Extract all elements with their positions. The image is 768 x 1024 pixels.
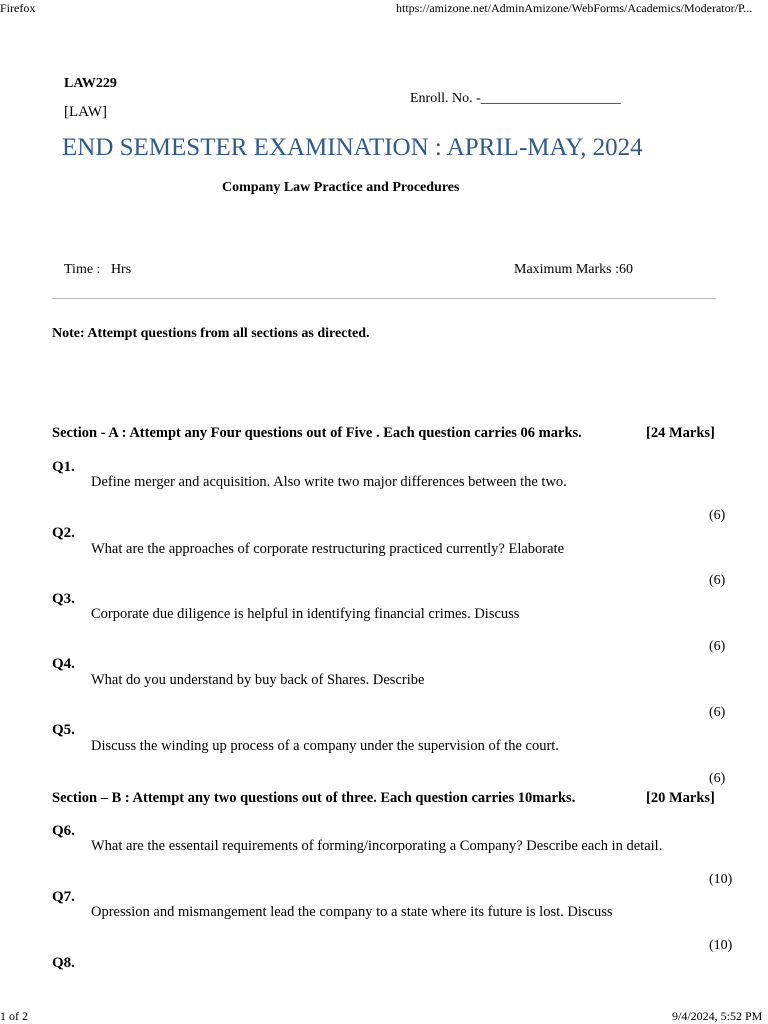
print-datetime: 9/4/2024, 5:52 PM: [672, 1009, 763, 1023]
enroll-number-label: Enroll. No. -____________________: [410, 91, 621, 106]
section-b-marks: [20 Marks]: [646, 790, 715, 806]
max-marks-label: Maximum Marks :60: [514, 262, 633, 277]
question-marks: (6): [709, 639, 726, 654]
question-text: What do you understand by buy back of Shares. Describe: [91, 672, 425, 688]
question-number: Q1.: [52, 459, 75, 475]
section-a-heading: Section - A : Attempt any Four questions out of Five . Each question carries 06 marks.: [52, 425, 582, 441]
question-text: Corporate due diligence is helpful in identifying financial crimes. Discuss: [91, 606, 520, 622]
question-number: Q7.: [52, 889, 75, 905]
question-text: Opression and mismangement lead the company to a state where its future is lost. Discuss: [91, 904, 613, 920]
question-marks: (6): [709, 771, 726, 786]
page-url: https://amizone.net/AdminAmizone/WebForms/Academics/Moderator/P...: [396, 1, 753, 15]
course-code: LAW229: [64, 76, 117, 91]
question-number: Q2.: [52, 525, 75, 541]
section-b-heading: Section – B : Attempt any two questions out of three. Each question carries 10marks.: [52, 790, 576, 806]
course-tag: [LAW]: [64, 104, 107, 120]
question-marks: (6): [709, 508, 726, 523]
question-text: What are the approaches of corporate restructuring practiced currently? Elaborate: [91, 541, 565, 557]
question-number: Q8.: [52, 955, 75, 971]
question-number: Q5.: [52, 722, 75, 738]
question-marks: (10): [709, 872, 733, 887]
question-marks: (6): [709, 705, 726, 720]
page-indicator: 1 of 2: [0, 1009, 28, 1023]
question-marks: (6): [709, 573, 726, 588]
question-number: Q3.: [52, 591, 75, 607]
question-marks: (10): [709, 938, 733, 953]
subject-title: Company Law Practice and Procedures: [222, 180, 460, 195]
question-number: Q4.: [52, 656, 75, 672]
question-text: What are the essentail requirements of forming/incorporating a Company? Describe each in detail.: [91, 838, 663, 854]
section-a-marks: [24 Marks]: [646, 425, 715, 441]
time-label: Time : Hrs: [64, 262, 132, 277]
browser-app-name: Firefox: [0, 1, 36, 15]
instructions-note: Note: Attempt questions from all sections as directed.: [52, 326, 370, 341]
exam-title: END SEMESTER EXAMINATION : APRIL-MAY, 2024: [62, 134, 643, 161]
question-text: Discuss the winding up process of a company under the supervision of the court.: [91, 738, 559, 754]
question-number: Q6.: [52, 823, 75, 839]
question-text: Define merger and acquisition. Also write two major differences between the two.: [91, 474, 567, 490]
header-divider: [52, 298, 716, 299]
